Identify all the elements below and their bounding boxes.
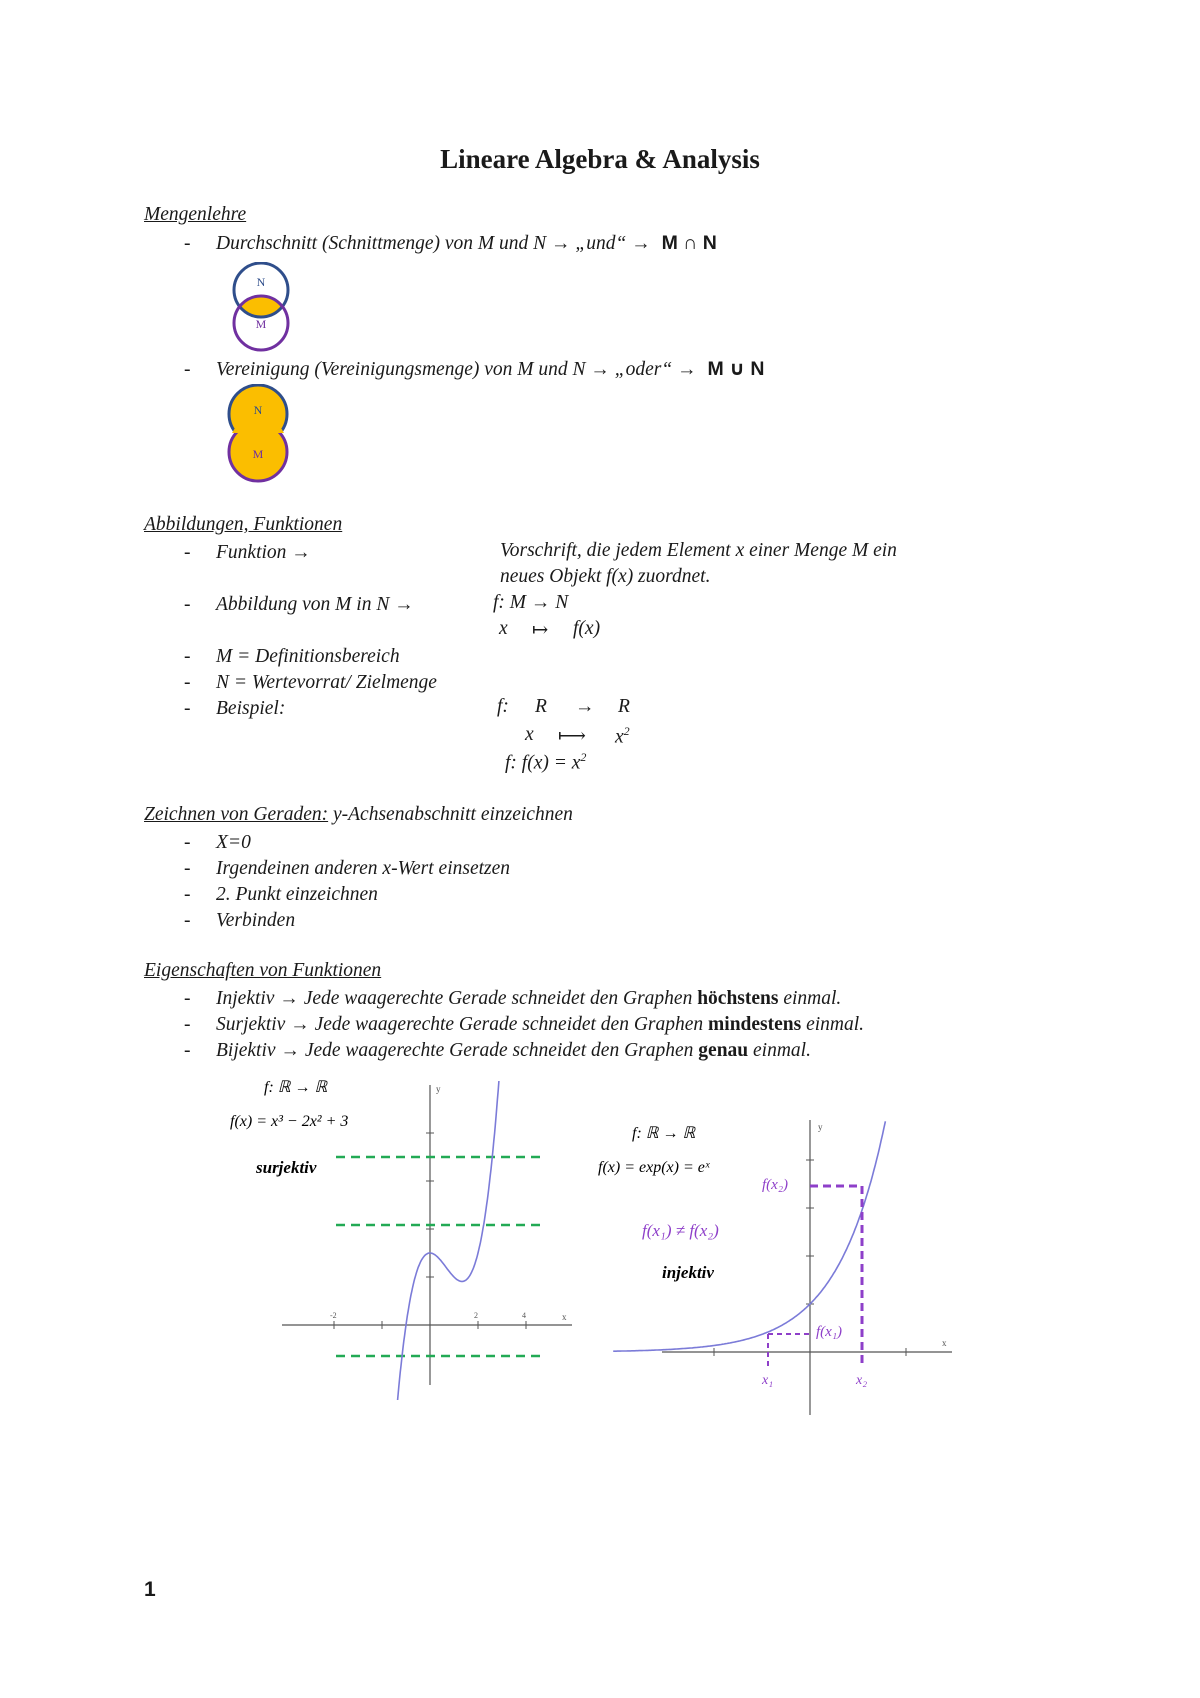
venn-label-m: M: [255, 317, 267, 331]
list-dash: -: [184, 542, 191, 563]
intersection-symbol: M ∩ N: [661, 232, 717, 254]
injektiv-formula: f(x) = exp(x) = eˣ: [598, 1159, 710, 1176]
list-item-beispiel: [144, 696, 285, 722]
list-item-geraden-2: - Irgendeinen anderen x-Wert einsetzen: [184, 858, 511, 879]
wertevorrat-text: N = Wertevorrat/ Zielmenge: [216, 672, 437, 693]
surjektiv-x-label: x: [562, 1312, 567, 1322]
injektiv-mapping: f: ℝ → ℝ: [632, 1125, 696, 1142]
surjektiv-tick--2: -2: [330, 1311, 337, 1320]
list-dash: -: [184, 698, 191, 719]
list-item-definitionsbereich: [144, 644, 400, 670]
list-dash: -: [184, 646, 191, 667]
injektiv-x-label: x: [942, 1338, 947, 1348]
surjektiv-curve: [395, 1081, 499, 1400]
heading-geraden: Zeichnen von Geraden: y-Achsenabschnitt einzeichnen: [144, 804, 573, 825]
list-item-durchschnitt: [144, 230, 717, 256]
beispiel-r1: R: [535, 696, 547, 717]
x1-label: x₁: [762, 1373, 774, 1388]
union-label-m: M: [252, 447, 264, 461]
beispiel-r2: R: [618, 696, 630, 717]
list-item-geraden-4: - Verbinden: [184, 910, 296, 931]
surjektiv-label: surjektiv: [256, 1158, 317, 1177]
injektiv-inequality: f(x₁) ≠ f(x₂): [642, 1221, 719, 1240]
list-item-vereinigung: [144, 356, 764, 382]
list-dash: -: [184, 359, 191, 380]
list-item-bijektiv: - Bijektiv → Jede waagerechte Gerade schneidet den Graphen genau einmal.: [184, 1040, 811, 1061]
list-item-geraden-1: - X=0: [184, 832, 251, 853]
definitionsbereich-text: M = Definitionsbereich: [216, 646, 400, 667]
venn-label-n: N: [256, 275, 266, 289]
abbildung-fx: f(x): [573, 618, 601, 639]
list-item-abbildung: [144, 592, 414, 618]
surjektiv-y-label: y: [436, 1084, 441, 1094]
venn-intersection-diagram: [228, 262, 298, 354]
injektiv-y-label: y: [818, 1122, 823, 1132]
abbildung-x: x: [499, 618, 508, 639]
page-title: Lineare Algebra & Analysis: [440, 144, 760, 174]
fx2-label: f(x₂): [762, 1177, 789, 1193]
heading-mengenlehre: Mengenlehre: [144, 204, 247, 225]
surjektiv-tick-2: 2: [474, 1311, 478, 1320]
durchschnitt-text: Durchschnitt (Schnittmenge) von M und N → „und“ →: [216, 233, 651, 254]
list-item-wertevorrat: [144, 670, 437, 696]
union-symbol: M ∪ N: [707, 358, 765, 380]
abbildung-text: Abbildung von M in N →: [216, 594, 414, 615]
surjektiv-formula: f(x) = x³ − 2x² + 3: [230, 1113, 349, 1130]
surjektiv-tick-4: 4: [522, 1311, 526, 1320]
page-number: 1: [144, 1578, 156, 1601]
list-item-geraden-3: - 2. Punkt einzeichnen: [184, 884, 378, 905]
funktion-detail-1: Vorschrift, die jedem Element x einer Menge M ein: [500, 540, 897, 561]
abbildung-mapping: f: M → N: [493, 592, 569, 613]
list-item-funktion: [144, 540, 311, 566]
list-dash: -: [184, 233, 191, 254]
beispiel-arrow: →: [575, 696, 595, 717]
list-item-injektiv: - Injektiv → Jede waagerechte Gerade schneidet den Graphen höchstens einmal.: [184, 988, 842, 1009]
list-item-surjektiv: - Surjektiv → Jede waagerechte Gerade schneidet den Graphen mindestens einmal.: [184, 1014, 865, 1035]
beispiel-f: f:: [497, 696, 509, 717]
beispiel-x-squared: $x^2$: [615, 724, 630, 748]
figure-surjektiv-graph: [220, 1070, 590, 1400]
injektiv-label: injektiv: [662, 1263, 714, 1282]
beispiel-definition: f: $f(x) = x^2$: [505, 750, 587, 774]
vereinigung-text: Vereinigung (Vereinigungsmenge) von M und N → „oder“ →: [216, 359, 697, 380]
heading-eigenschaften: Eigenschaften von Funktionen: [144, 960, 382, 981]
funktion-text: Funktion →: [216, 542, 311, 563]
beispiel-x: x: [525, 724, 534, 745]
list-dash: -: [184, 672, 191, 693]
beispiel-mapsto: ⟼: [558, 726, 586, 747]
x2-label: x₂: [856, 1373, 868, 1388]
abbildung-mapsto: ↦: [532, 620, 549, 641]
list-dash: -: [184, 594, 191, 615]
beispiel-text: Beispiel:: [216, 698, 286, 719]
surjektiv-mapping: f: ℝ → ℝ: [264, 1079, 328, 1096]
figure-injektiv-graph: [590, 1110, 960, 1420]
fx1-label: f(x₁): [816, 1324, 843, 1340]
union-label-n: N: [253, 403, 263, 417]
venn-union-diagram: [220, 384, 296, 484]
heading-abbildungen: Abbildungen, Funktionen: [144, 514, 343, 535]
funktion-detail-2: neues Objekt f(x) zuordnet.: [500, 566, 711, 587]
